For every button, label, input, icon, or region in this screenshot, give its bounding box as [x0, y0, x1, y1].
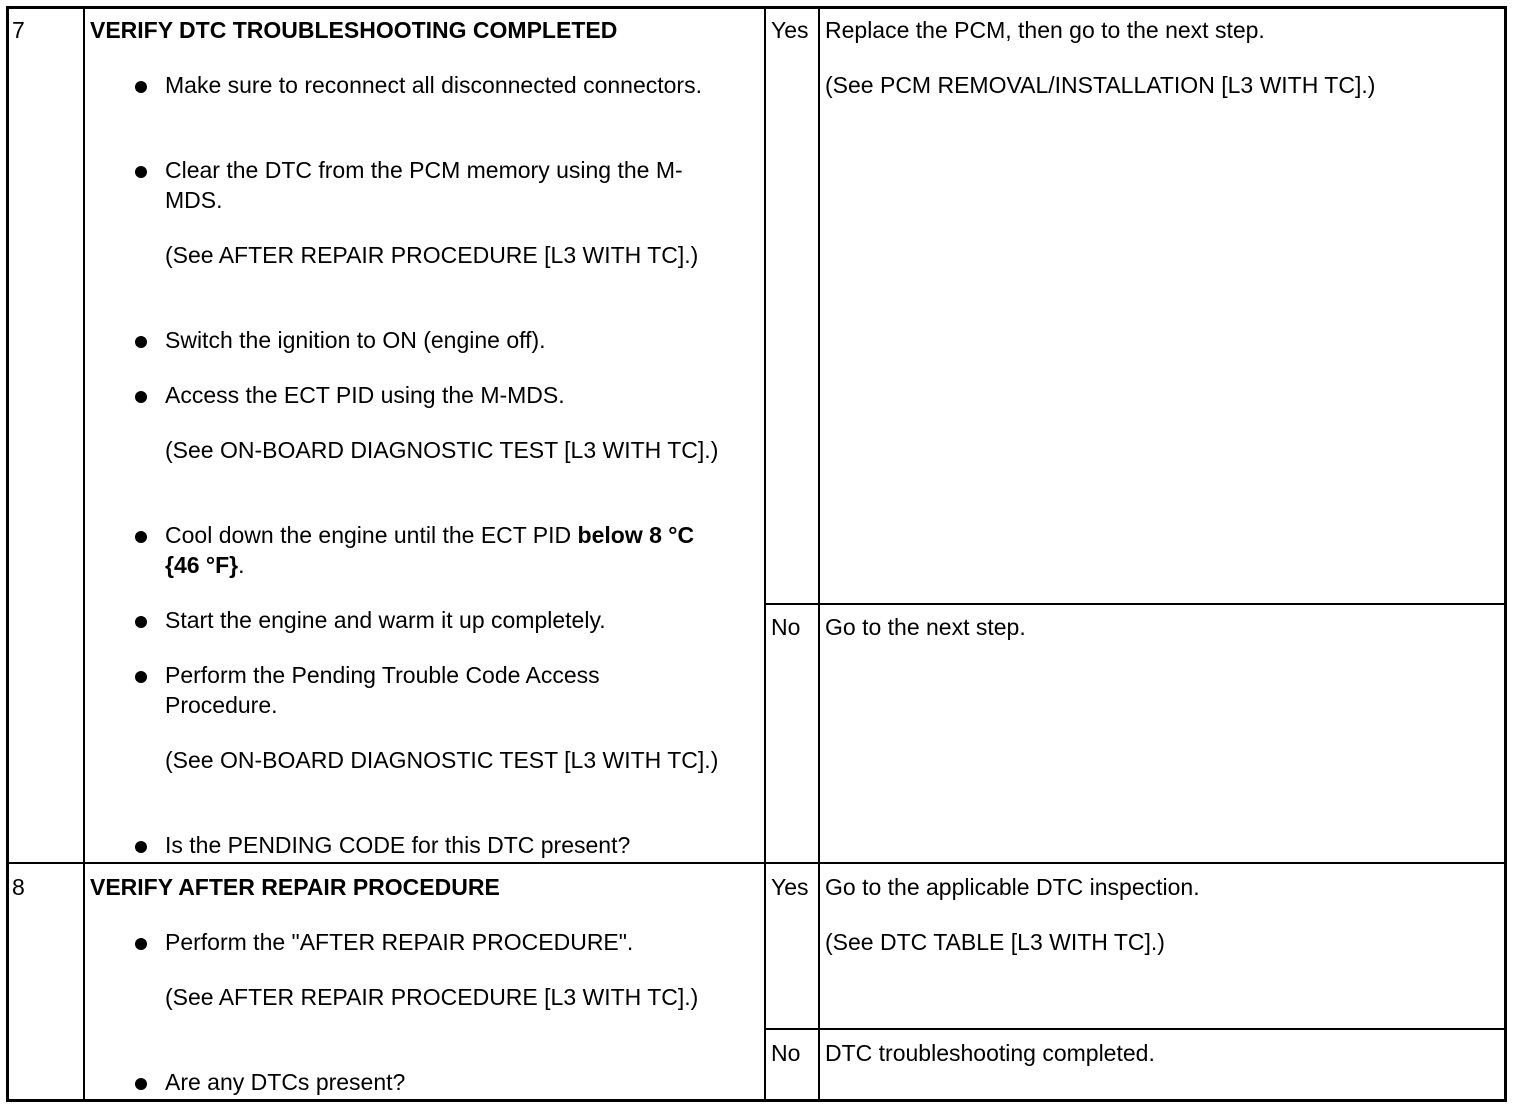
bullet-icon	[135, 531, 147, 543]
yes-reference: (See DTC TABLE [L3 WITH TC].)	[825, 929, 1165, 955]
bullet-icon	[135, 391, 147, 403]
step-instruction: Make sure to reconnect all disconnected connectors.	[165, 72, 702, 98]
yes-reference: (See PCM REMOVAL/INSTALLATION [L3 WITH TC].)	[825, 72, 1376, 98]
step-instruction: Switch the ignition to ON (engine off).	[165, 327, 546, 353]
no-label: No	[771, 1040, 801, 1066]
instruction-text: Cool down the engine until the ECT PID	[165, 522, 578, 548]
bullet-icon	[135, 336, 147, 348]
step-instruction: Clear the DTC from the PCM memory using the M-MDS.	[165, 157, 683, 213]
step-instruction: Are any DTCs present?	[165, 1069, 406, 1095]
step-instruction: Is the PENDING CODE for this DTC present?	[165, 832, 631, 858]
bullet-icon	[135, 81, 147, 93]
bullet-icon	[135, 166, 147, 178]
step-instruction: Start the engine and warm it up completely.	[165, 607, 606, 633]
no-label: No	[771, 614, 801, 640]
troubleshooting-table	[6, 6, 1507, 1102]
no-action: DTC troubleshooting completed.	[825, 1040, 1155, 1066]
step-title: VERIFY DTC TROUBLESHOOTING COMPLETED	[90, 17, 618, 43]
bullet-icon	[135, 938, 147, 950]
reference-note: (See ON-BOARD DIAGNOSTIC TEST [L3 WITH TC].)	[165, 437, 719, 463]
yes-label: Yes	[771, 874, 809, 900]
row-divider	[9, 862, 1504, 864]
step-instruction: Perform the "AFTER REPAIR PROCEDURE".	[165, 929, 634, 955]
step-number: 8	[12, 874, 25, 900]
step-title: VERIFY AFTER REPAIR PROCEDURE	[90, 874, 500, 900]
instruction-text: .	[238, 552, 245, 578]
yes-label: Yes	[771, 17, 809, 43]
step-instruction: Perform the Pending Trouble Code Access Procedure.	[165, 662, 600, 718]
step-instruction	[165, 520, 725, 580]
no-action: Go to the next step.	[825, 614, 1026, 640]
row-divider	[764, 603, 1504, 605]
bullet-icon	[135, 1078, 147, 1090]
reference-note: (See ON-BOARD DIAGNOSTIC TEST [L3 WITH TC].)	[165, 747, 719, 773]
row-divider	[764, 1028, 1504, 1030]
column-divider	[83, 9, 85, 1099]
reference-note: (See AFTER REPAIR PROCEDURE [L3 WITH TC].)	[165, 242, 699, 268]
column-divider	[818, 9, 820, 1099]
bullet-icon	[135, 671, 147, 683]
bullet-icon	[135, 616, 147, 628]
step-number: 7	[12, 17, 25, 43]
column-divider	[764, 9, 766, 1099]
yes-action: Go to the applicable DTC inspection.	[825, 874, 1200, 900]
step-instruction: Access the ECT PID using the M-MDS.	[165, 382, 565, 408]
bullet-icon	[135, 841, 147, 853]
temperature-threshold: below 8 °C {46 °F}	[165, 522, 695, 578]
reference-note: (See AFTER REPAIR PROCEDURE [L3 WITH TC].)	[165, 984, 699, 1010]
yes-action: Replace the PCM, then go to the next step.	[825, 17, 1265, 43]
